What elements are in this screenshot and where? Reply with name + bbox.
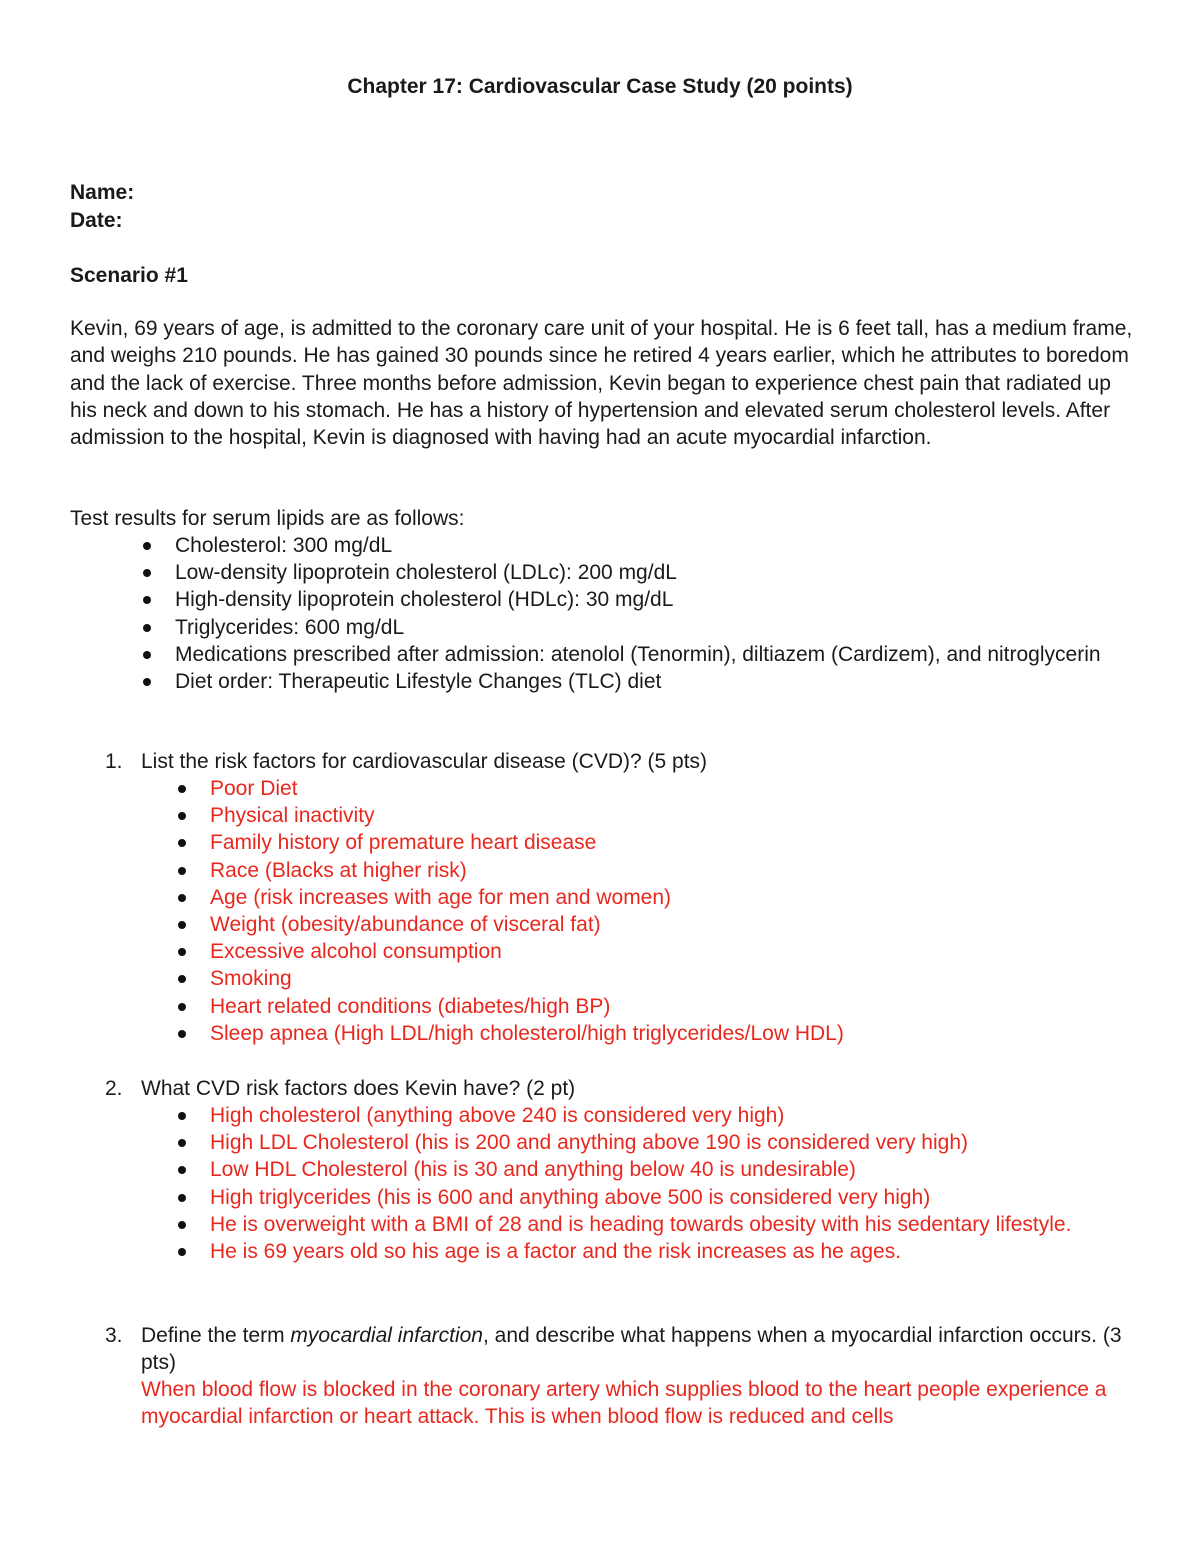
answer-item: Weight (obesity/abundance of visceral fat) [176, 911, 1136, 938]
scenario-paragraph: Kevin, 69 years of age, is admitted to the coronary care unit of your hospital. He is 6 feet tall, has a medium frame, and weighs 210 pounds. He has gained 30 pounds since he retired 4 years earlier, which he attributes to boredom and the lack of exercise. Three months before admission, Kevin began to experience chest pain that radiated up his neck and down to his stomach. He has a history of hypertension and elevated serum cholesterol levels. After admission to the hospital, Kevin is diagnosed with having had an acute myocardial infarction. [70, 317, 1133, 450]
answer-item: Family history of premature heart disease [176, 829, 1136, 856]
question-1-answers [176, 775, 1136, 1047]
answer-item: High LDL Cholesterol (his is 200 and anything above 190 is considered very high) [176, 1129, 1136, 1156]
answer-item: Physical inactivity [176, 802, 1136, 829]
question-number: 2. [105, 1077, 123, 1100]
answer-item: He is 69 years old so his age is a factor and the risk increases as he ages. [176, 1238, 1136, 1265]
question-term: myocardial infarction [290, 1324, 483, 1347]
question-number: 1. [105, 750, 123, 773]
list-item: Diet order: Therapeutic Lifestyle Changes (TLC) diet [141, 668, 1101, 695]
scenario-heading: Scenario #1 [70, 264, 188, 287]
name-label: Name: [70, 181, 135, 204]
list-item: Low-density lipoprotein cholesterol (LDLc): 200 mg/dL [141, 559, 1101, 586]
question-2-answers [176, 1102, 1136, 1265]
question-text: List the risk factors for cardiovascular disease (CVD)? (5 pts) [141, 750, 708, 773]
document-title: Chapter 17: Cardiovascular Case Study (20 points) [347, 75, 853, 98]
lipids-list [141, 532, 1101, 695]
date-label: Date: [70, 209, 123, 232]
answer-item: He is overweight with a BMI of 28 and is heading towards obesity with his sedentary lifestyle. [176, 1211, 1136, 1238]
answer-item: Poor Diet [176, 775, 1136, 802]
answer-item: Excessive alcohol consumption [176, 938, 1136, 965]
list-item: Medications prescribed after admission: atenolol (Tenormin), diltiazem (Cardizem), and nitroglycerin [141, 641, 1101, 668]
answer-item: Low HDL Cholesterol (his is 30 and anything below 40 is undesirable) [176, 1156, 1136, 1183]
answer-item: Smoking [176, 965, 1136, 992]
answer-item: High triglycerides (his is 600 and anything above 500 is considered very high) [176, 1184, 1136, 1211]
question-text: What CVD risk factors does Kevin have? (2 pt) [141, 1077, 576, 1100]
answer-item: Race (Blacks at higher risk) [176, 857, 1136, 884]
question-text-after: , and describe what happens when a myocardial infarction occurs. (3 pts) [141, 1324, 1122, 1375]
answer-item: Age (risk increases with age for men and women) [176, 884, 1136, 911]
list-item: High-density lipoprotein cholesterol (HDLc): 30 mg/dL [141, 586, 1101, 613]
answer-item: Heart related conditions (diabetes/high BP) [176, 993, 1136, 1020]
question-text-before: Define the term [141, 1324, 291, 1347]
question-text [141, 1322, 1131, 1377]
lipids-intro: Test results for serum lipids are as follows: [70, 507, 465, 530]
question-number: 3. [105, 1324, 123, 1347]
list-item: Triglycerides: 600 mg/dL [141, 614, 1101, 641]
question-3-answer: When blood flow is blocked in the coronary artery which supplies blood to the heart people experience a myocardial infarction or heart attack. This is when blood flow is reduced and cells [141, 1378, 1107, 1429]
answer-item: Sleep apnea (High LDL/high cholesterol/high triglycerides/Low HDL) [176, 1020, 1136, 1047]
answer-item: High cholesterol (anything above 240 is considered very high) [176, 1102, 1136, 1129]
list-item: Cholesterol: 300 mg/dL [141, 532, 1101, 559]
